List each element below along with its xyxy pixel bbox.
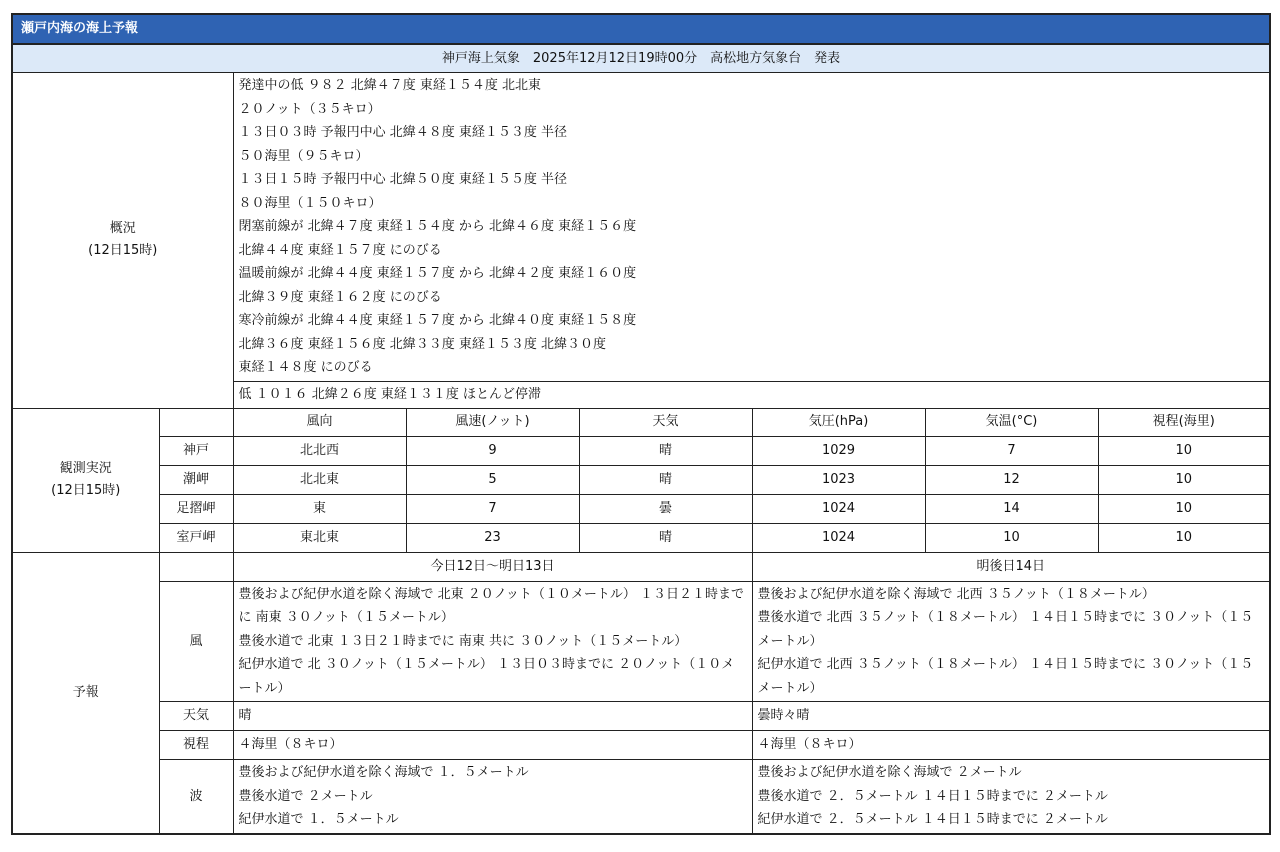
gaikyo-line: 北緯４４度 東経１５７度 にのびる (238, 242, 442, 258)
obs-cell: 23 (406, 523, 579, 552)
wind-today-line: 紀伊水道で 北 ３０ノット（１５メートル） １３日０３時までに ２０ノット（１０メートル） (238, 657, 735, 696)
observation-label-cell (12, 408, 159, 552)
wave-day14-line: 紀伊水道で ２．５メートル １４日１５時までに ２メートル (757, 812, 1108, 827)
visibility-label: 視程 (159, 731, 233, 760)
obs-cell: 晴 (579, 465, 752, 494)
issued-line: 神戸海上気象 2025年12月12日19時00分 高松地方気象台 発表 (12, 44, 1270, 73)
gaikyo-line: １３日０３時 予報円中心 北緯４８度 東経１５３度 半径 (238, 125, 568, 140)
gaikyo-line: ２０ノット（３５キロ） (238, 101, 381, 117)
forecast-col-today: 今日12日〜明日13日 (233, 552, 752, 581)
weather-day14: 曇時々晴 (752, 702, 1270, 731)
wind-today (233, 581, 752, 702)
wave-day14-line: 豊後水道で ２．５メートル １４日１５時までに ２メートル (757, 788, 1108, 804)
obs-cell: 1023 (752, 465, 925, 494)
obs-cell: 北北西 (233, 436, 406, 465)
obs-cell: 1024 (752, 523, 925, 552)
table-row (12, 436, 1270, 465)
obs-cell: 10 (1098, 523, 1270, 552)
table-row (12, 494, 1270, 523)
observation-corner (159, 408, 233, 436)
obs-header: 風速(ノット) (406, 408, 579, 436)
wind-day14-line: 紀伊水道で 北西 ３５ノット（１８メートル） １４日１５時までに ３０ノット（１５メートル） (757, 657, 1254, 696)
obs-cell: 10 (925, 523, 1098, 552)
obs-cell: 1029 (752, 436, 925, 465)
gaikyo-time: (12日15時) (88, 243, 158, 259)
gaikyo-line: 発達中の低 ９８２ 北緯４７度 東経１５４度 北北東 (238, 78, 542, 93)
visibility-today: ４海里（８キロ） (233, 731, 752, 760)
obs-header: 風向 (233, 408, 406, 436)
wind-day14-line: 豊後および紀伊水道を除く海域で 北西 ３５ノット（１８メートル） (757, 586, 1155, 602)
station-name: 足摺岬 (159, 494, 233, 523)
obs-cell: 7 (925, 436, 1098, 465)
forecast-label: 予報 (12, 552, 159, 834)
obs-cell: 東 (233, 494, 406, 523)
obs-header: 視程(海里) (1098, 408, 1270, 436)
gaikyo-line: 東経１４８度 にのびる (238, 360, 373, 375)
gaikyo-label: 概況 (109, 221, 136, 237)
station-name: 室戸岬 (159, 523, 233, 552)
obs-cell: 晴 (579, 523, 752, 552)
gaikyo-line: ８０海里（１５０キロ） (238, 195, 382, 211)
station-name: 潮岬 (159, 465, 233, 494)
wind-label: 風 (159, 581, 233, 702)
obs-cell: 12 (925, 465, 1098, 494)
obs-cell: 東北東 (233, 523, 406, 552)
weather-label: 天気 (159, 702, 233, 731)
wind-today-line: 豊後水道で 北東 １３日２１時までに 南東 共に ３０ノット（１５メートル） (238, 633, 688, 649)
wave-today-line: 豊後水道で ２メートル (238, 788, 373, 804)
gaikyo-line: １３日１５時 予報円中心 北緯５０度 東経１５５度 半径 (238, 172, 568, 187)
obs-cell: 曇 (579, 494, 752, 523)
obs-cell: 7 (406, 494, 579, 523)
wave-today-line: 豊後および紀伊水道を除く海域で １．５メートル (238, 765, 529, 780)
wind-today-line: 豊後および紀伊水道を除く海域で 北東 ２０ノット（１０メートル） １３日２１時までに 南東 ３０ノット（１５メートル） (238, 586, 744, 625)
gaikyo-label-cell (12, 73, 233, 409)
forecast-corner (159, 552, 233, 581)
wave-day14-line: 豊後および紀伊水道を除く海域で ２メートル (757, 765, 1022, 780)
wave-today-line: 紀伊水道で １．５メートル (238, 812, 399, 827)
obs-cell: 10 (1098, 465, 1270, 494)
weather-today: 晴 (233, 702, 752, 731)
observation-time: (12日15時) (51, 483, 121, 498)
table-row (12, 465, 1270, 494)
table-row (12, 523, 1270, 552)
obs-cell: 1024 (752, 494, 925, 523)
marine-forecast-table-wrapper (11, 13, 1269, 835)
gaikyo-text (233, 73, 1270, 382)
visibility-day14: ４海里（８キロ） (752, 731, 1270, 760)
obs-cell: 北北東 (233, 465, 406, 494)
obs-cell: 5 (406, 465, 579, 494)
marine-forecast-table (11, 13, 1271, 835)
obs-header: 気温(°C) (925, 408, 1098, 436)
wave-label: 波 (159, 760, 233, 834)
wave-today (233, 760, 752, 834)
table-title: 瀬戸内海の海上予報 (12, 14, 1270, 44)
wind-day14 (752, 581, 1270, 702)
observation-label: 観測実況 (59, 461, 112, 476)
obs-header: 天気 (579, 408, 752, 436)
forecast-col-day14: 明後日14日 (752, 552, 1270, 581)
obs-cell: 10 (1098, 436, 1270, 465)
gaikyo-line: ５０海里（９５キロ） (238, 148, 369, 164)
station-name: 神戸 (159, 436, 233, 465)
gaikyo-line: 閉塞前線が 北緯４７度 東経１５４度 から 北緯４６度 東経１５６度 (238, 219, 637, 234)
obs-cell: 10 (1098, 494, 1270, 523)
wind-day14-line: 豊後水道で 北西 ３５ノット（１８メートル） １４日１５時までに ３０ノット（１５メートル） (757, 610, 1254, 649)
wave-day14 (752, 760, 1270, 834)
gaikyo-line: 北緯３９度 東経１６２度 にのびる (238, 289, 442, 305)
obs-header: 気圧(hPa) (752, 408, 925, 436)
gaikyo-line: 北緯３６度 東経１５６度 北緯３３度 東経１５３度 北緯３０度 (238, 336, 607, 352)
obs-cell: 14 (925, 494, 1098, 523)
obs-cell: 晴 (579, 436, 752, 465)
gaikyo-line: 寒冷前線が 北緯４４度 東経１５７度 から 北緯４０度 東経１５８度 (238, 313, 637, 328)
obs-cell: 9 (406, 436, 579, 465)
gaikyo-line: 温暖前線が 北緯４４度 東経１５７度 から 北緯４２度 東経１６０度 (238, 266, 637, 281)
gaikyo-extra: 低 １０１６ 北緯２６度 東経１３１度 ほとんど停滞 (233, 381, 1270, 408)
